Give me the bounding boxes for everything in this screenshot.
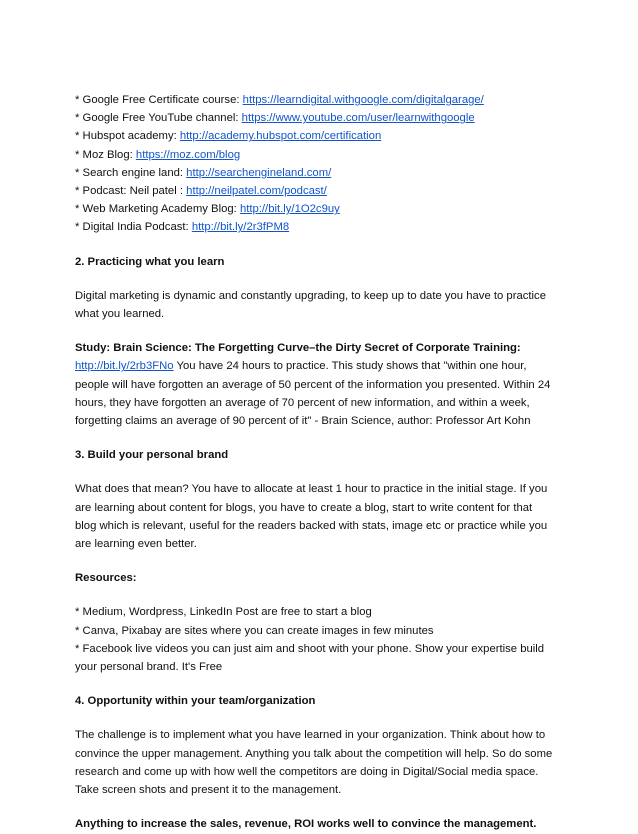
resource-link[interactable]: https://www.youtube.com/user/learnwithgoogle	[241, 112, 475, 125]
study-title: Study: Brain Science: The Forgetting Curve–the Dirty Secret of Corporate Training:	[75, 342, 521, 355]
document-body	[75, 91, 575, 834]
paragraph-line: Take screen shots and present it to the management.	[75, 784, 342, 797]
resource-link-item: * Moz Blog: https://moz.com/blog	[75, 148, 241, 161]
resource-link[interactable]: http://bit.ly/2r3fPM8	[191, 221, 290, 234]
paragraph-line: blog which is relevant, useful for the readers backed with stats, image etc or practice while you	[75, 519, 548, 532]
study-link[interactable]: http://bit.ly/2rb3FNo	[75, 360, 174, 373]
section-heading: 4. Opportunity within your team/organization	[75, 695, 316, 708]
resource-link-item: * Search engine land: http://searchengineland.com/	[75, 166, 332, 179]
paragraph-line: what you learned.	[75, 308, 165, 321]
paragraph-line: convince the upper management. Anything you talk about the competition will help. So do some	[75, 747, 553, 760]
paragraph-line: Digital marketing is dynamic and constantly upgrading, to keep up to date you have to practice	[75, 289, 546, 302]
resource-link[interactable]: http://bit.ly/1O2c9uy	[239, 203, 340, 216]
section-heading: 2. Practicing what you learn	[75, 255, 225, 268]
resource-link[interactable]: http://neilpatel.com/podcast/	[186, 185, 327, 198]
paragraph-line: hours, they have forgotten an average of 70 percent of new information, and within a week,	[75, 396, 530, 409]
resource-link[interactable]: https://moz.com/blog	[135, 148, 241, 161]
resource-link-item: * Hubspot academy: http://academy.hubspot.com/certification	[75, 130, 382, 143]
resource-link-item: * Podcast: Neil patel : http://neilpatel.com/podcast/	[75, 185, 327, 198]
resource-line: * Medium, Wordpress, LinkedIn Post are free to start a blog	[75, 606, 372, 619]
resource-link-list	[75, 91, 575, 237]
paragraph-line: research and come up with how well the competitors are doing in Digital/Social media space.	[75, 765, 539, 778]
paragraph-line: are learning even better.	[75, 538, 197, 551]
resource-link[interactable]: http://academy.hubspot.com/certification	[179, 130, 382, 143]
resource-line: your personal brand. It's Free	[75, 661, 223, 674]
section-heading: 3. Build your personal brand	[75, 449, 229, 462]
paragraph-line: forgetting claims an average of 90 percent of it" - Brain Science, author: Professor Art Kohn	[75, 415, 531, 428]
paragraph-line: are learning about content for blogs, you have to create a blog, start to write content for that	[75, 501, 533, 514]
resource-line: * Canva, Pixabay are sites where you can create images in few minutes	[75, 624, 434, 637]
resource-link-item: * Google Free YouTube channel: https://www.youtube.com/user/learnwithgoogle	[75, 112, 475, 125]
resource-link[interactable]: https://learndigital.withgoogle.com/digitalgarage/	[242, 94, 484, 106]
resource-link-item: * Web Marketing Academy Blog: http://bit.ly/1O2c9uy	[75, 203, 340, 216]
resource-link[interactable]: http://searchengineland.com/	[186, 166, 332, 179]
closing-statement: Anything to increase the sales, revenue, ROI works well to convince the management.	[75, 818, 537, 831]
resources-heading: Resources:	[75, 572, 137, 585]
paragraph-line: The challenge is to implement what you have learned in your organization. Think about how to	[75, 729, 546, 742]
resource-link-item: * Google Free Certificate course: https://learndigital.withgoogle.com/digitalgarage/	[75, 94, 484, 106]
resource-line: * Facebook live videos you can just aim and shoot with your phone. Show your expertise build	[75, 642, 545, 655]
paragraph-line: http://bit.ly/2rb3FNo You have 24 hours to practice. This study shows that "within one hour,	[75, 360, 527, 373]
paragraph-line: people will have forgotten an average of 50 percent of the information you presented. Within 24	[75, 378, 551, 391]
resource-link-item: * Digital India Podcast: http://bit.ly/2r3fPM8	[75, 221, 290, 234]
paragraph-line: What does that mean? You have to allocate at least 1 hour to practice in the initial stage. If you	[75, 483, 548, 496]
